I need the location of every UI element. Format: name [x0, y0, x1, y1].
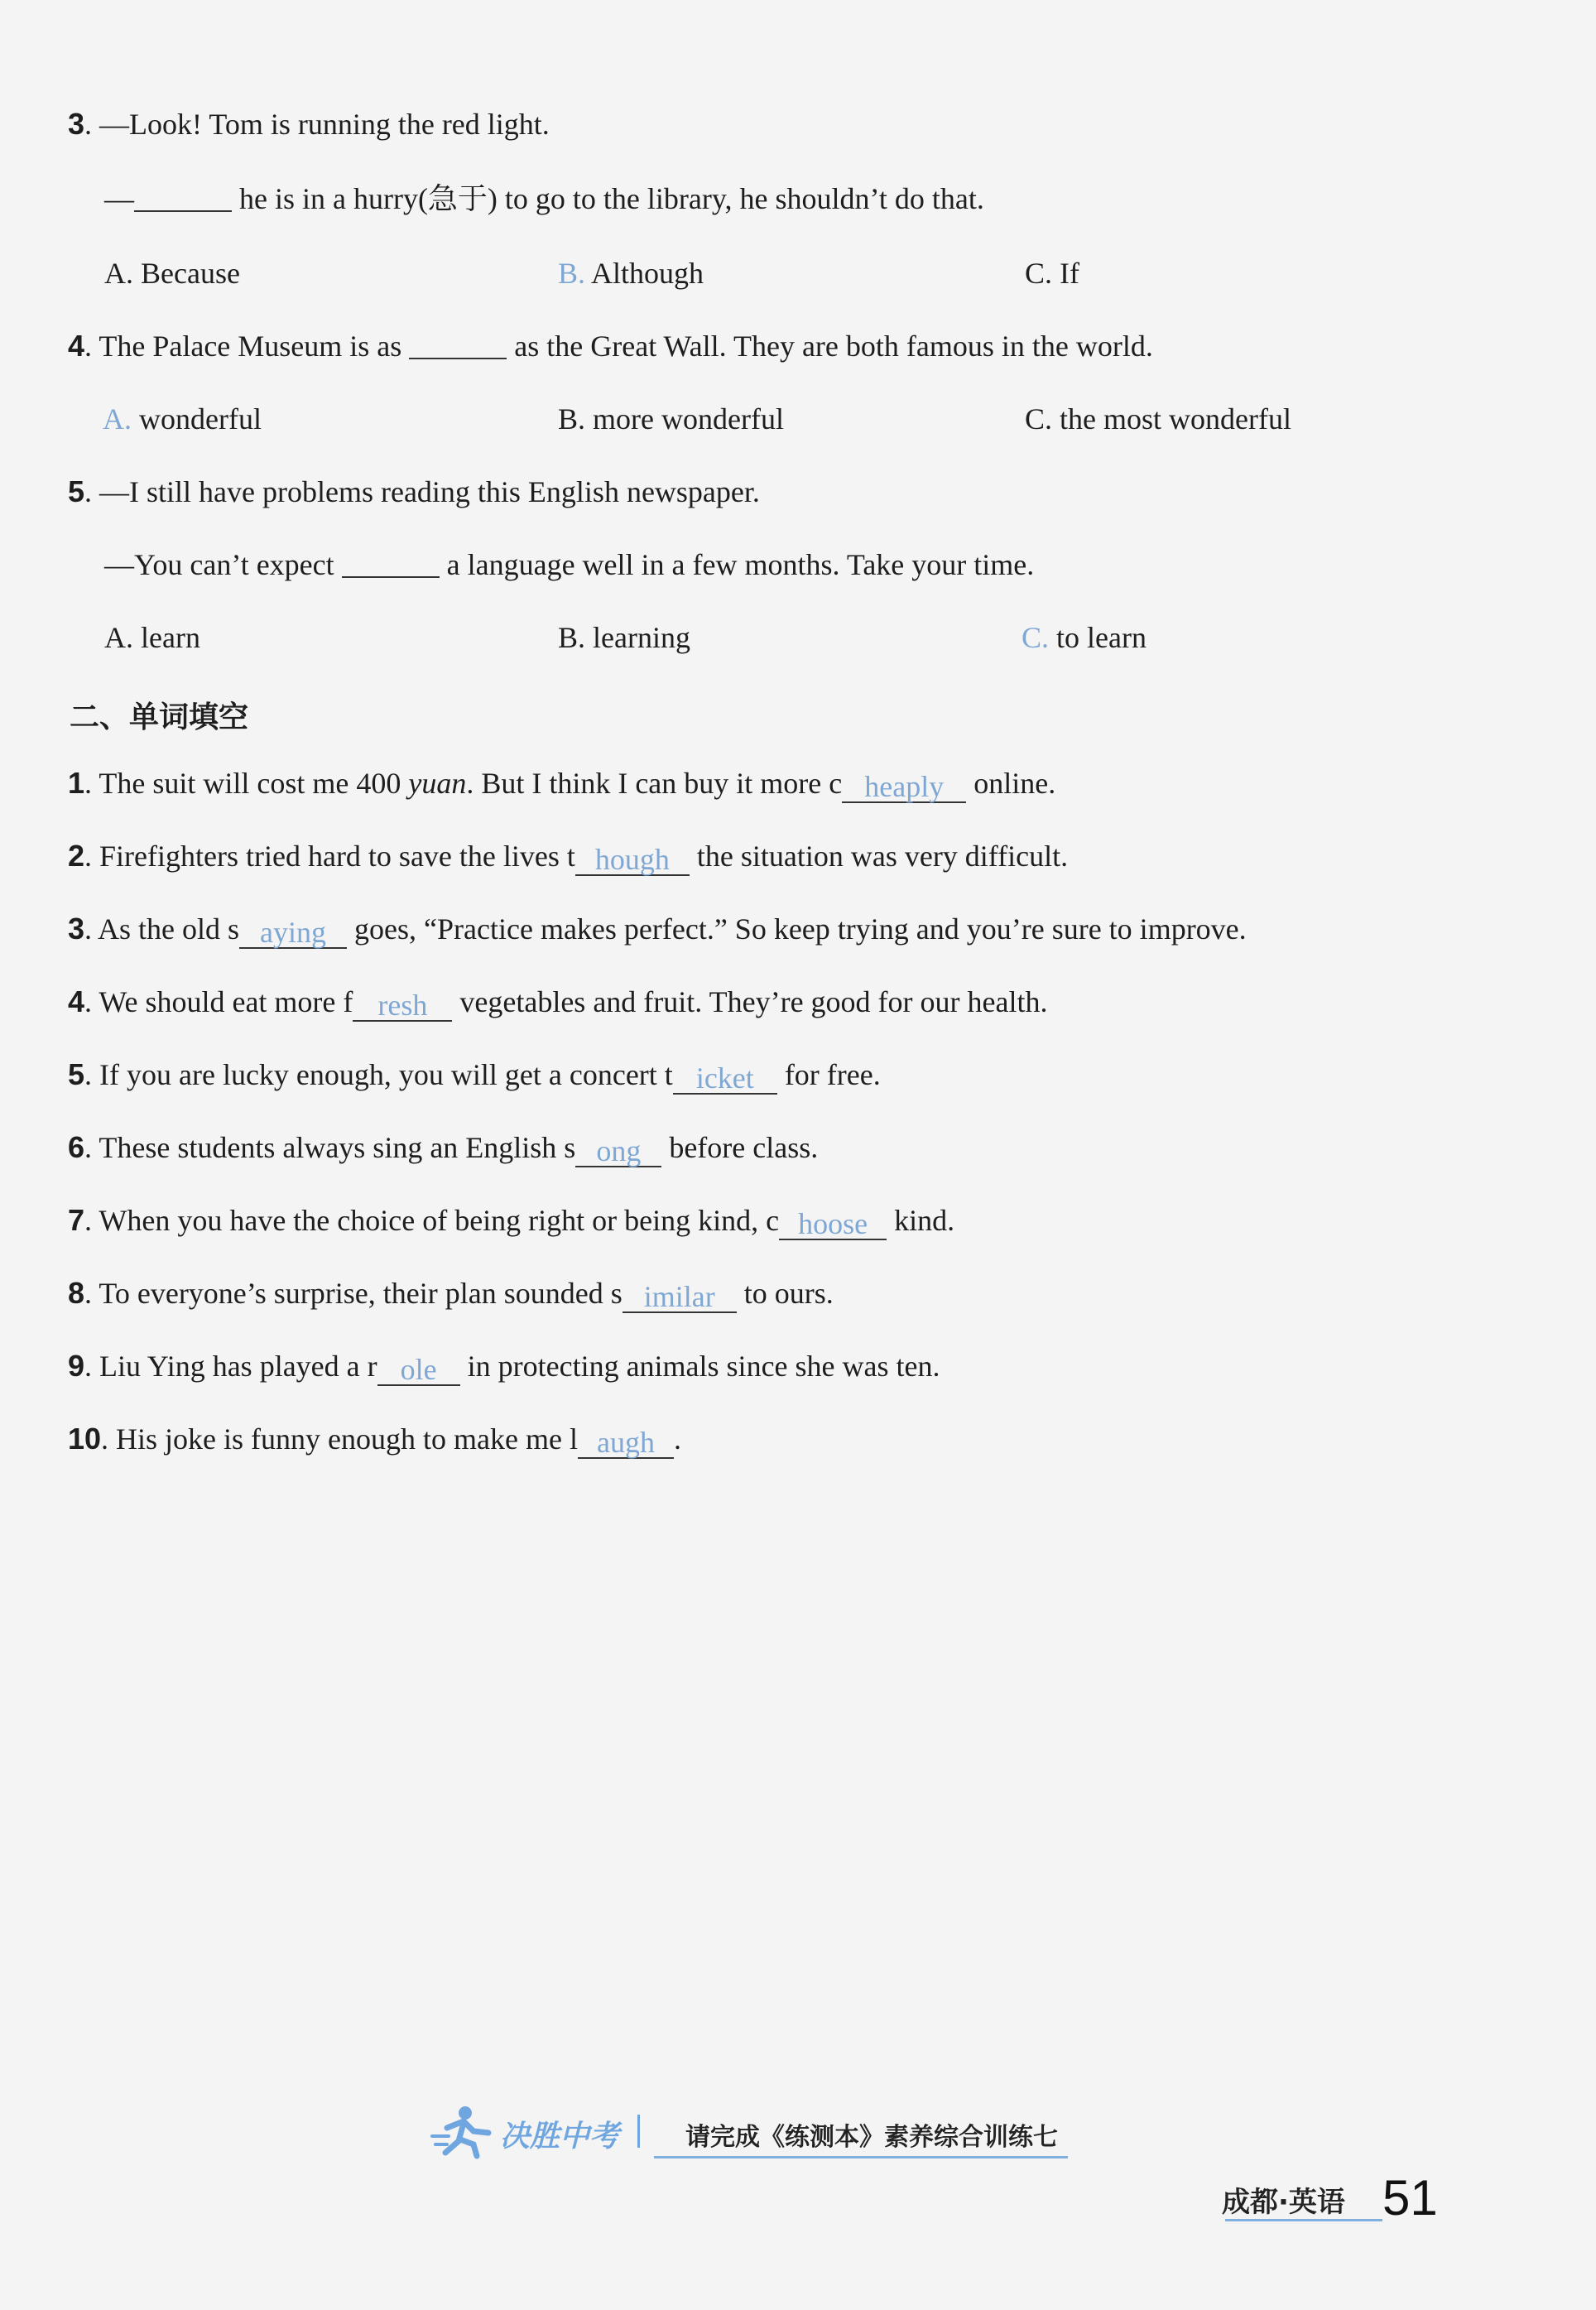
answer-fill: ong — [575, 1136, 661, 1167]
question-3-option-a: A. Because — [104, 257, 240, 290]
fill-question-2: 2. Firefighters tried hard to save the lives t hough the situation was very difficult. — [68, 839, 1069, 876]
question-4-option-c: C. the most wonderful — [1025, 402, 1291, 436]
answer-fill: icket — [673, 1063, 777, 1095]
fill-question-1: 1. The suit will cost me 400 yuan. But I think I can buy it more c heaply online. — [68, 766, 1056, 803]
question-3-option-b: B. Although — [558, 257, 704, 290]
answer-fill: ole — [377, 1355, 460, 1386]
runner-icon — [430, 2103, 646, 2161]
section-title: 二、单词填空 — [70, 700, 249, 734]
question-5-option-c: C. to learn — [1022, 621, 1147, 654]
fill-question-5: 5. If you are lucky enough, you will get a concert t icket for free. — [68, 1057, 881, 1095]
fill-question-3: 3. As the old s aying goes, “Practice makes perfect.” So keep trying and you’re sure to improve. — [68, 912, 1247, 949]
question-4-option-b: B. more wonderful — [558, 402, 784, 436]
answer-fill: hoose — [779, 1209, 887, 1240]
answer-fill: resh — [353, 990, 452, 1022]
page-label: 成都·英语 — [1222, 2186, 1345, 2219]
footer-divider — [654, 2156, 1068, 2158]
question-5-line2: —You can’t expect a language well in a few months. Take your time. — [104, 548, 1035, 581]
question-4-option-a: A. wonderful — [103, 402, 262, 436]
answer-fill: aying — [239, 917, 347, 949]
question-5-option-a: A. learn — [104, 621, 200, 654]
answer-fill: imilar — [623, 1282, 737, 1313]
answer-blank — [342, 548, 440, 578]
fill-question-7: 7. When you have the choice of being right or being kind, c hoose kind. — [68, 1203, 955, 1240]
page-label-underline — [1225, 2219, 1382, 2221]
question-3-line1: 3. —Look! Tom is running the red light. — [68, 107, 550, 141]
answer-blank — [134, 182, 232, 212]
fill-question-10: 10. His joke is funny enough to make me l augh . — [68, 1422, 681, 1459]
fill-question-8: 8. To everyone’s surprise, their plan sounded s imilar to ours. — [68, 1276, 834, 1313]
answer-blank — [409, 330, 507, 359]
question-3-option-c: C. If — [1025, 257, 1079, 290]
footer-instruction: 请完成《练测本》素养综合训练七 — [685, 2123, 1058, 2152]
question-5-option-b: B. learning — [558, 621, 690, 654]
logo — [430, 2103, 646, 2161]
question-4-line1: 4. The Palace Museum is as as the Great Wall. They are both famous in the world. — [68, 329, 1153, 363]
answer-fill: hough — [575, 845, 690, 876]
fill-question-9: 9. Liu Ying has played a r ole in protecting animals since she was ten. — [68, 1349, 940, 1386]
question-3-line2: — he is in a hurry(急于) to go to the library, he shouldn’t do that. — [104, 182, 984, 215]
logo-text: 决胜中考 — [500, 2120, 620, 2154]
question-5-line1: 5. —I still have problems reading this English newspaper. — [68, 474, 760, 508]
answer-fill: heaply — [842, 772, 966, 803]
fill-question-6: 6. These students always sing an English s ong before class. — [68, 1130, 819, 1167]
page-number: 51 — [1382, 2170, 1438, 2226]
answer-fill: augh — [578, 1427, 674, 1459]
fill-question-4: 4. We should eat more f resh vegetables and fruit. They’re good for our health. — [68, 984, 1048, 1022]
